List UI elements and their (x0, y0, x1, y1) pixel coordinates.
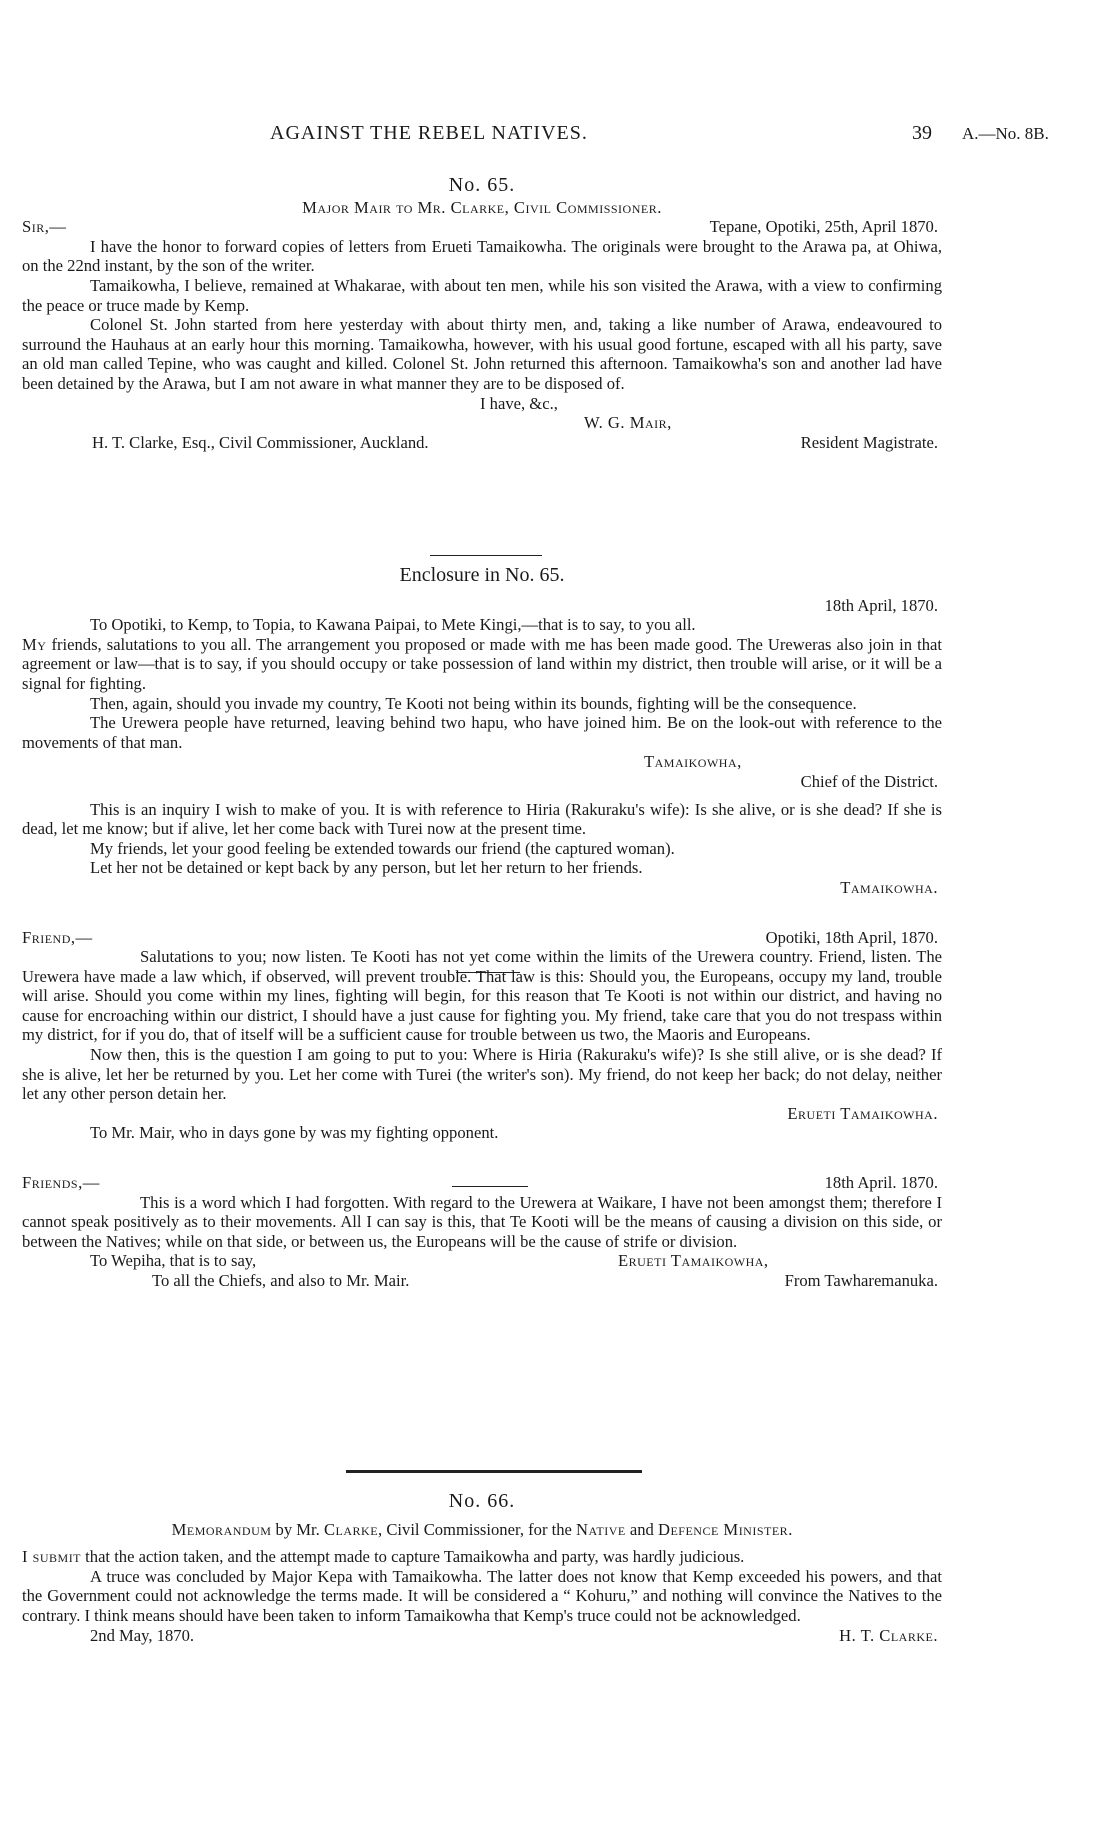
running-head-title: AGAINST THE REBEL NATIVES. (270, 122, 588, 144)
paragraph: Salutations to you; now listen. Te Kooti has not yet come within the limits of the Urewera country. Friend, listen. The Urewera have made a law which, if observed, will prevent trouble. That law is this: Should you, the Europeans, occupy my land, trouble will arise. Should you come within my lines, fighting will begin, for this reason that Te Kooti is not within our district, and having no cause for encroaching within our district, I should have a just cause for fighting you. My friend, take care that you do not trespass within my district, for if you do, that of itself will be a sufficient cause for trouble between us two, the Maoris and Europeans. (22, 947, 942, 1045)
enclosure-heading: Enclosure in No. 65. (399, 564, 565, 586)
paragraph (22, 635, 942, 694)
enclosure-date: 18th April, 1870. (824, 595, 938, 615)
subtitle-part: Clarke (323, 1519, 379, 1539)
signature: Erueti Tamaikowha, (618, 1251, 769, 1271)
paragraph: This is a word which I had forgotten. With regard to the Urewera at Waikare, I have not been amongst them; therefore I cannot speak positively as to their movements. All I can say is this, that Te Kooti will be the means of causing a division on this side, or between the Natives; while on that side, or between us, the Europeans will be the cause of strife or division. (22, 1192, 942, 1251)
subtitle-part: , Civil Commissioner, for the (378, 1519, 577, 1539)
letter-number: No. 65. (448, 174, 516, 196)
paragraph: I have the honor to forward copies of letters from Erueti Tamaikowha. The originals were brought to the Arawa pa, at Ohiwa, on the 22nd instant, by the son of the writer. (22, 236, 942, 276)
subtitle-part: by Mr. (271, 1519, 324, 1539)
letter-date: Opotiki, 18th April, 1870. (765, 927, 938, 947)
subtitle-part: . (788, 1519, 793, 1539)
salutation: Sir,— (22, 217, 67, 237)
signature-line (22, 752, 942, 772)
salutation: Friends,— (22, 1173, 100, 1193)
lead-word: I submit (22, 1547, 82, 1567)
subtitle-part: Memorandum (171, 1519, 272, 1539)
paragraph-text: that the action taken, and the attempt made to capture Tamaikowha and party, was hardly judicious. (81, 1547, 745, 1567)
paragraph: My friends, let your good feeling be extended towards our friend (the captured woman). (90, 838, 675, 858)
address-line: To Opotiki, to Kemp, to Topia, to Kawana Paipai, to Mete Kingi,—that is to say, to you all. (90, 615, 696, 635)
paragraph: A truce was concluded by Major Kepa with Tamaikowha. The latter does not know that Kemp exceeded his powers, and that the Government could not acknowledge the terms made. It will be considered a “ Kohuru,” and nothing will convince the Natives to the contrary. I think means should have been taken to inform Tamaikowha that Kemp's truce could not be acknowledged. (22, 1566, 942, 1625)
running-head (0, 122, 1114, 152)
letter-divider (456, 972, 520, 973)
memorandum-number: No. 66. (448, 1490, 516, 1512)
letter-no-65 (22, 176, 942, 452)
signature-line (22, 1104, 942, 1124)
date-signature-line (22, 1626, 942, 1646)
closing-line (22, 1251, 942, 1271)
paragraph: This is an inquiry I wish to make of you. It is with reference to Hiria (Rakuraku's wife): Is she alive, or is she dead? If she is dead, let me know; but if alive, let her come back with Turei now at the present time. (22, 799, 942, 839)
memorandum-subtitle (22, 1520, 942, 1540)
paragraph-text: friends, salutations to you all. The arrangement you proposed or made with me has been made good. The Ureweras also join in that agreement or law—that is to say, if you should occupy or take possession of land within my district, then trouble will arise, or it will be a signal for fighting. (22, 634, 942, 693)
letter-divider (452, 1186, 528, 1187)
paragraph: The Urewera people have returned, leaving behind two hapu, who have joined him. Be on the look-out with reference to the movements of that man. (22, 713, 942, 752)
signatory-title: Chief of the District. (800, 771, 938, 791)
salutation-line (22, 928, 942, 948)
section-divider-thick (346, 1470, 642, 1473)
paragraph (22, 1547, 942, 1567)
date-line (22, 596, 942, 616)
salutation-line (22, 217, 942, 237)
subtitle-part: Native (576, 1519, 626, 1539)
section-divider (430, 555, 542, 556)
signature-title-line (22, 772, 942, 792)
address-line: To Mr. Mair, who in days gone by was my fighting opponent. (90, 1123, 499, 1143)
letter-subtitle: Major Mair to Mr. Clarke, Civil Commissioner. (302, 197, 662, 217)
addressee: To all the Chiefs, and also to Mr. Mair. (152, 1271, 410, 1290)
closing-line (22, 394, 942, 414)
place-date: Tepane, Opotiki, 25th, April 1870. (709, 217, 938, 237)
signature-line (22, 878, 942, 898)
sender-place: From Tawharemanuka. (784, 1271, 938, 1290)
subtitle-part: Defence Minister (657, 1519, 789, 1539)
closing: I have, &c., (480, 393, 558, 413)
paragraph: Colonel St. John started from here yesterday with about thirty men, and, taking a like number of Arawa, endeavoured to surround the Hauhaus at an early hour this morning. Tamaikowha, however, with his usual good fortune, escaped with all his party, save an old man called Tepine, who was caught and killed. Colonel St. John returned this afternoon. Tamaikowha's son and another lad have been detained by the Arawa, but I am not aware in what manner they are to be disposed of. (22, 315, 942, 393)
signature: Erueti Tamaikowha. (787, 1103, 938, 1123)
salutation: Friend,— (22, 927, 93, 947)
addressee: H. T. Clarke, Esq., Civil Commissioner, Auckland. (92, 432, 429, 452)
signature-line (22, 413, 942, 433)
addressee: To Wepiha, that is to say, (90, 1251, 257, 1271)
signature: Tamaikowha, (644, 752, 742, 772)
letter-date: 18th April. 1870. (824, 1173, 938, 1193)
document-reference: A.—No. 8B. (962, 124, 1049, 143)
signatory-title: Resident Magistrate. (800, 432, 938, 452)
signature: W. G. Mair, (584, 413, 672, 433)
signature: Tamaikowha. (840, 877, 938, 897)
closing-line (22, 1271, 942, 1291)
signature: H. T. Clarke. (839, 1625, 938, 1645)
memorandum-date: 2nd May, 1870. (90, 1625, 195, 1645)
subtitle-part: and (625, 1519, 658, 1539)
paragraph: Tamaikowha, I believe, remained at Whakarae, with about ten men, while his son visited the Arawa, with a view to confirming the peace or truce made by Kemp. (22, 275, 942, 315)
paragraph: Now then, this is the question I am going to put to you: Where is Hiria (Rakuraku's wife)? Is she still alive, or is she dead? If she is alive, let her be returned by you. Let her come with Turei (the writer's son). My friend, do not keep her back; do not delay, neither let any other person detain her. (22, 1045, 942, 1104)
paragraph: Let her not be detained or kept back by any person, but let her return to her friends. (90, 858, 643, 878)
addressee-line (22, 433, 942, 453)
page-number: 39 (912, 122, 932, 144)
lead-word: My (22, 634, 47, 654)
salutation-line (22, 1173, 942, 1193)
paragraph: Then, again, should you invade my country, Te Kooti not being within its bounds, fighting will be the consequence. (90, 693, 857, 713)
memorandum-no-66 (22, 1492, 942, 1645)
enclosure-no-65 (22, 566, 942, 1291)
